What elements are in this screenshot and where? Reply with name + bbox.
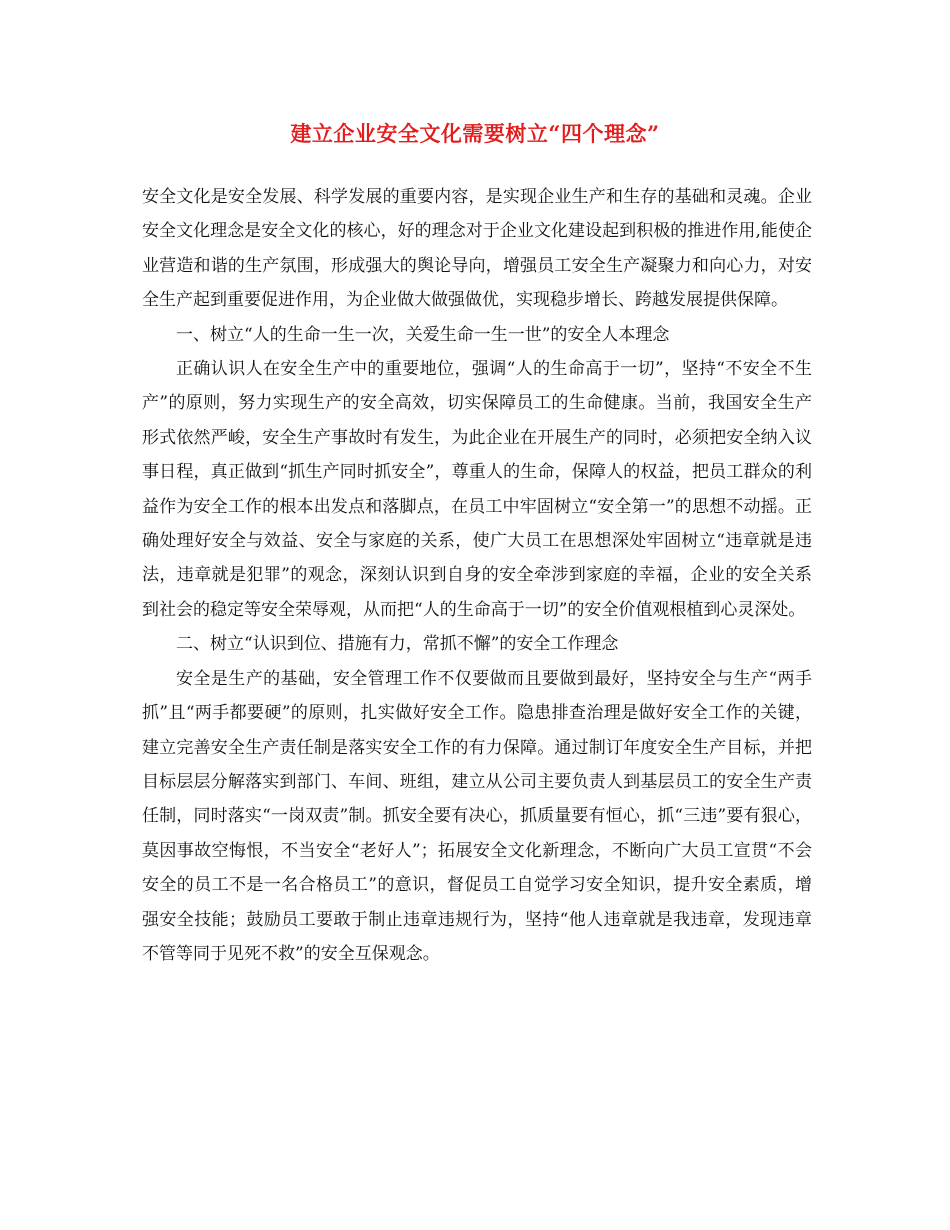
intro-paragraph: 安全文化是安全发展、科学发展的重要内容，是实现企业生产和生存的基础和灵魂。企业安全文化理念是安全文化的核心，好的理念对于企业文化建设起到积极的推进作用,能使企业营造和谐的生产氛围，形成强大的舆论导向，增强员工安全生产凝聚力和向心力，对安全生产起到重要促进作用，为企业做大做强做优，实现稳步增长、跨越发展提供保障。 (142, 187, 812, 311)
document-body (142, 180, 812, 971)
section-heading-1: 一、树立“人的生命一生一次，关爱生命一生一世”的安全人本理念 (176, 324, 670, 345)
section-heading-2: 二、树立“认识到位、措施有力，常抓不懈”的安全工作理念 (176, 634, 619, 655)
section-2-paragraph: 安全是生产的基础，安全管理工作不仅要做而且要做到最好，坚持安全与生产“两手抓”且“两手都要硬”的原则，扎实做好安全工作。隐患排查治理是做好安全工作的关键，建立完善安全生产责任制是落实安全工作的有力保障。通过制订年度安全生产目标，并把目标层层分解落实到部门、车间、班组，建立从公司主要负责人到基层员工的安全生产责任制，同时落实“一岗双责”制。抓安全要有决心，抓质量要有恒心，抓“三违”要有狠心，莫因事故空悔恨，不当安全“老好人”；拓展安全文化新理念，不断向广大员工宣贯“不会安全的员工不是一名合格员工”的意识，督促员工自觉学习安全知识，提升安全素质，增强安全技能；鼓励员工要敢于制止违章违规行为，坚持“他人违章就是我违章，发现违章不管等同于见死不救”的安全互保观念。 (142, 668, 812, 964)
section-1-paragraph: 正确认识人在安全生产中的重要地位，强调“人的生命高于一切”，坚持“不安全不生产”的原则，努力实现生产的安全高效，切实保障员工的生命健康。当前，我国安全生产形式依然严峻，安全生产事故时有发生，为此企业在开展生产的同时，必须把安全纳入议事日程，真正做到“抓生产同时抓安全”，尊重人的生命，保障人的权益，把员工群众的利益作为安全工作的根本出发点和落脚点，在员工中牢固树立“安全第一”的思想不动摇。正确处理好安全与效益、安全与家庭的关系，使广大员工在思想深处牢固树立“违章就是违法，违章就是犯罪”的观念，深刻认识到自身的安全牵涉到家庭的幸福，企业的安全关系到社会的稳定等安全荣辱观，从而把“人的生命高于一切”的安全价值观根植到心灵深处。 (142, 359, 812, 620)
document-title: 建立企业安全文化需要树立“四个理念” (290, 121, 660, 146)
